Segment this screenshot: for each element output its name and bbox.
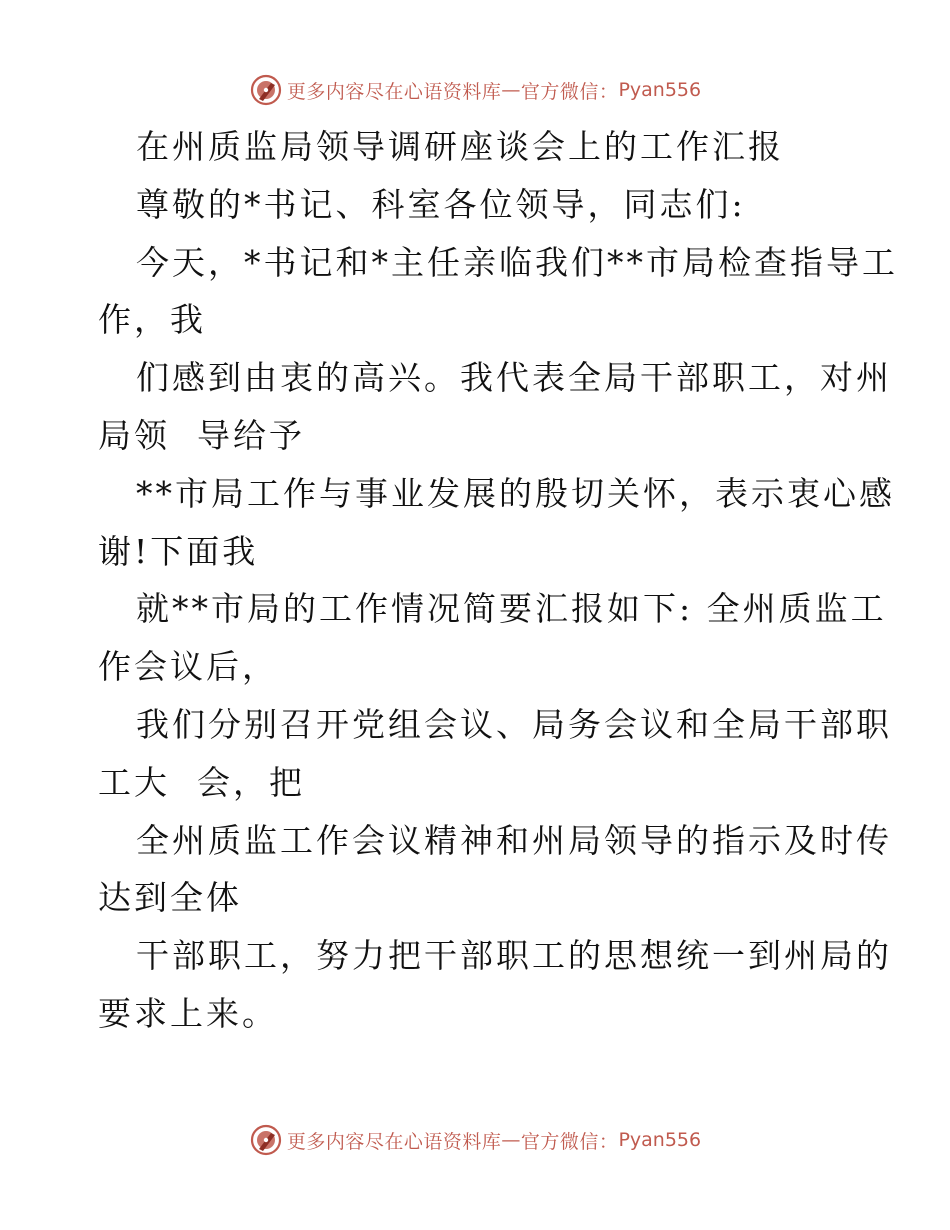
paragraph-line: 就**市局的工作情况简要汇报如下: 全州质监工 <box>136 589 887 629</box>
footer-banner-separator: — <box>501 1129 521 1151</box>
header-banner-text: 更多内容尽在心语资料库 <box>286 80 502 103</box>
footer-banner-wechat-id: Pyan556 <box>618 1129 702 1151</box>
paragraph-line: **市局工作与事业发展的殷切关怀，表示衷心感 <box>136 473 895 513</box>
footer-banner-label: 官方微信： <box>520 1130 619 1153</box>
paragraph-line: 谢!下面我 <box>98 531 259 571</box>
document-title: 在州质监局领导调研座谈会上的工作汇报 <box>136 127 784 166</box>
pen-nib-logo-icon <box>249 73 283 107</box>
paragraph-line: 达到全体 <box>98 878 242 918</box>
header-banner-label: 官方微信： <box>520 80 619 103</box>
pen-nib-logo-icon <box>249 1123 283 1157</box>
paragraph-line: 今天，*书记和*主任亲临我们**市局检查指导工 <box>136 242 898 282</box>
paragraph-line: 局领 导给予 <box>98 415 305 455</box>
paragraph-line: 作，我 <box>98 300 206 340</box>
paragraph-line: 作会议后， <box>98 647 278 687</box>
document-body <box>98 118 898 1043</box>
paragraph-line: 工大 会，把 <box>98 762 305 802</box>
paragraph-line: 干部职工，努力把干部职工的思想统一到州局的 <box>136 936 892 976</box>
paragraph-line: 们感到由衷的高兴。我代表全局干部职工，对州 <box>136 358 892 398</box>
paragraph-line: 我们分别召开党组会议、局务会议和全局干部职 <box>136 704 892 744</box>
footer-banner-text: 更多内容尽在心语资料库 <box>286 1130 502 1153</box>
footer-banner <box>0 1120 950 1160</box>
header-banner <box>0 70 950 110</box>
header-banner-separator: — <box>501 79 521 101</box>
salutation-line: 尊敬的*书记、科室各位领导，同志们: <box>136 184 746 224</box>
paragraph-line: 要求上来。 <box>98 993 278 1033</box>
header-banner-wechat-id: Pyan556 <box>618 79 702 101</box>
paragraph-line: 全州质监工作会议精神和州局领导的指示及时传 <box>136 820 892 860</box>
